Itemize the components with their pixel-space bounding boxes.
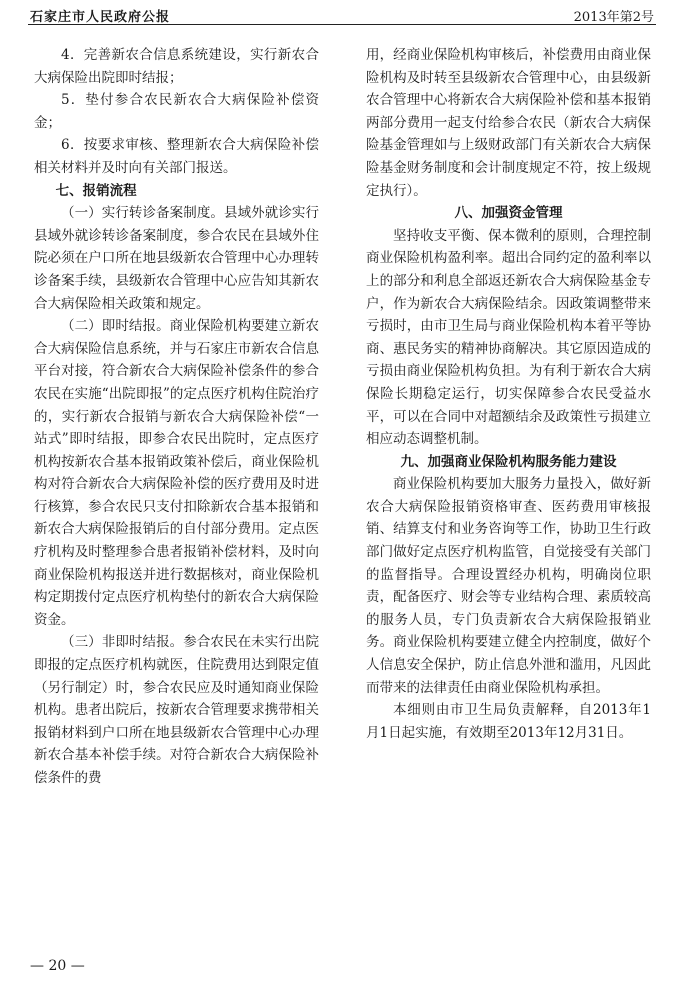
publication-title: 石家庄市人民政府公报 [30,10,171,25]
section-heading: 九、加强商业保险机构服务能力建设 [400,453,617,470]
section-heading: 七、报销流程 [55,182,137,199]
body-paragraph: 本细则由市卫生局负责解释，自2013年1月1日起实施，有效期至2013年12月31日。 [366,702,651,741]
body-paragraph: （二）即时结报。商业保险机构要建立新农合大病保险信息系统，并与石家庄市新农合信息平台对接，符合新农合大病保险补偿条件的参合农民在实施“出院即报”的定点医疗机构住院治疗的，实行新农合报销与新农合大病保险补偿“一站式”即时结报，即参合农民出院时，定点医疗机构按新农合基本报销政策补偿后，商业保险机构对符合新农合大病保险补偿的医疗费用及时进行核算，参合农民只支付扣除新农合基本报销和新农合大病保险报销后的自付部分费用。定点医疗机构及时整理参合患者报销补偿材料，及时向商业保险机构报送并进行数据核对，商业保险机构定期拨付定点医疗机构垫付的新农合大病保险资金。 [34,318,319,628]
body-paragraph: （一）实行转诊备案制度。县域外就诊实行县域外就诊转诊备案制度，参合农民在县域外住院必须在户口所在地县级新农合管理中心办理转诊备案手续，县级新农合管理中心应告知其新农合大病保险相关政策和规定。 [34,205,319,312]
body-paragraph: 用，经商业保险机构审核后，补偿费用由商业保险机构及时转至县级新农合管理中心，由县级新农合管理中心将新农合大病保险补偿和基本报销两部分费用一起支付给参合农民（新农合大病保险基金管理如与上级财政部门有关新农合大病保险基金财务制度和会计制度规定不符，按上级规定执行）。 [366,47,651,199]
body-paragraph: 6．按要求审核、整理新农合大病保险补偿相关材料并及时向有关部门报送。 [34,137,319,176]
page-number: — 20 — [30,958,85,974]
right-column [366,44,651,744]
body-paragraph: 4．完善新农合信息系统建设，实行新农合大病保险出院即时结报； [34,47,319,86]
issue-number: 2013年第2号 [573,10,654,25]
body-paragraph: 5．垫付参合农民新农合大病保险补偿资金； [34,92,319,131]
section-heading: 八、加强资金管理 [454,205,563,222]
left-column [34,44,319,790]
body-paragraph: 坚持收支平衡、保本微利的原则，合理控制商业保险机构盈利率。超出合同约定的盈利率以上的部分和利息全部返还新农合大病保险基金专户，作为新农合大病保险结余。因政策调整带来亏损时，由市卫生局与商业保险机构本着平等协商、惠民务实的精神协商解决。其它原因造成的亏损由商业保险机构负担。为有利于新农合大病保险长期稳定运行，切实保障参合农民受益水平，可以在合同中对超额结余及政策性亏损建立相应动态调整机制。 [366,227,651,448]
body-paragraph: （三）非即时结报。参合农民在未实行出院即报的定点医疗机构就医，住院费用达到限定值（另行制定）时，参合农民应及时通知商业保险机构。患者出院后，按新农合管理要求携带相关报销材料到户口所在地县级新农合管理中心办理新农合基本补偿手续。对符合新农合大病保险补偿条件的费 [34,634,319,786]
body-paragraph: 商业保险机构要加大服务力量投入，做好新农合大病保险报销资格审查、医药费用审核报销、结算支付和业务咨询等工作，协助卫生行政部门做好定点医疗机构监管，自觉接受有关部门的监督指导。合理设置经办机构，明确岗位职责，配备医疗、财会等专业结构合理、素质较高的服务人员，专门负责新农合大病保险报销业务。商业保险机构要建立健全内控制度，做好个人信息安全保护，防止信息外泄和滥用，凡因此而带来的法律责任由商业保险机构承担。 [366,476,651,696]
page-header [28,6,656,25]
